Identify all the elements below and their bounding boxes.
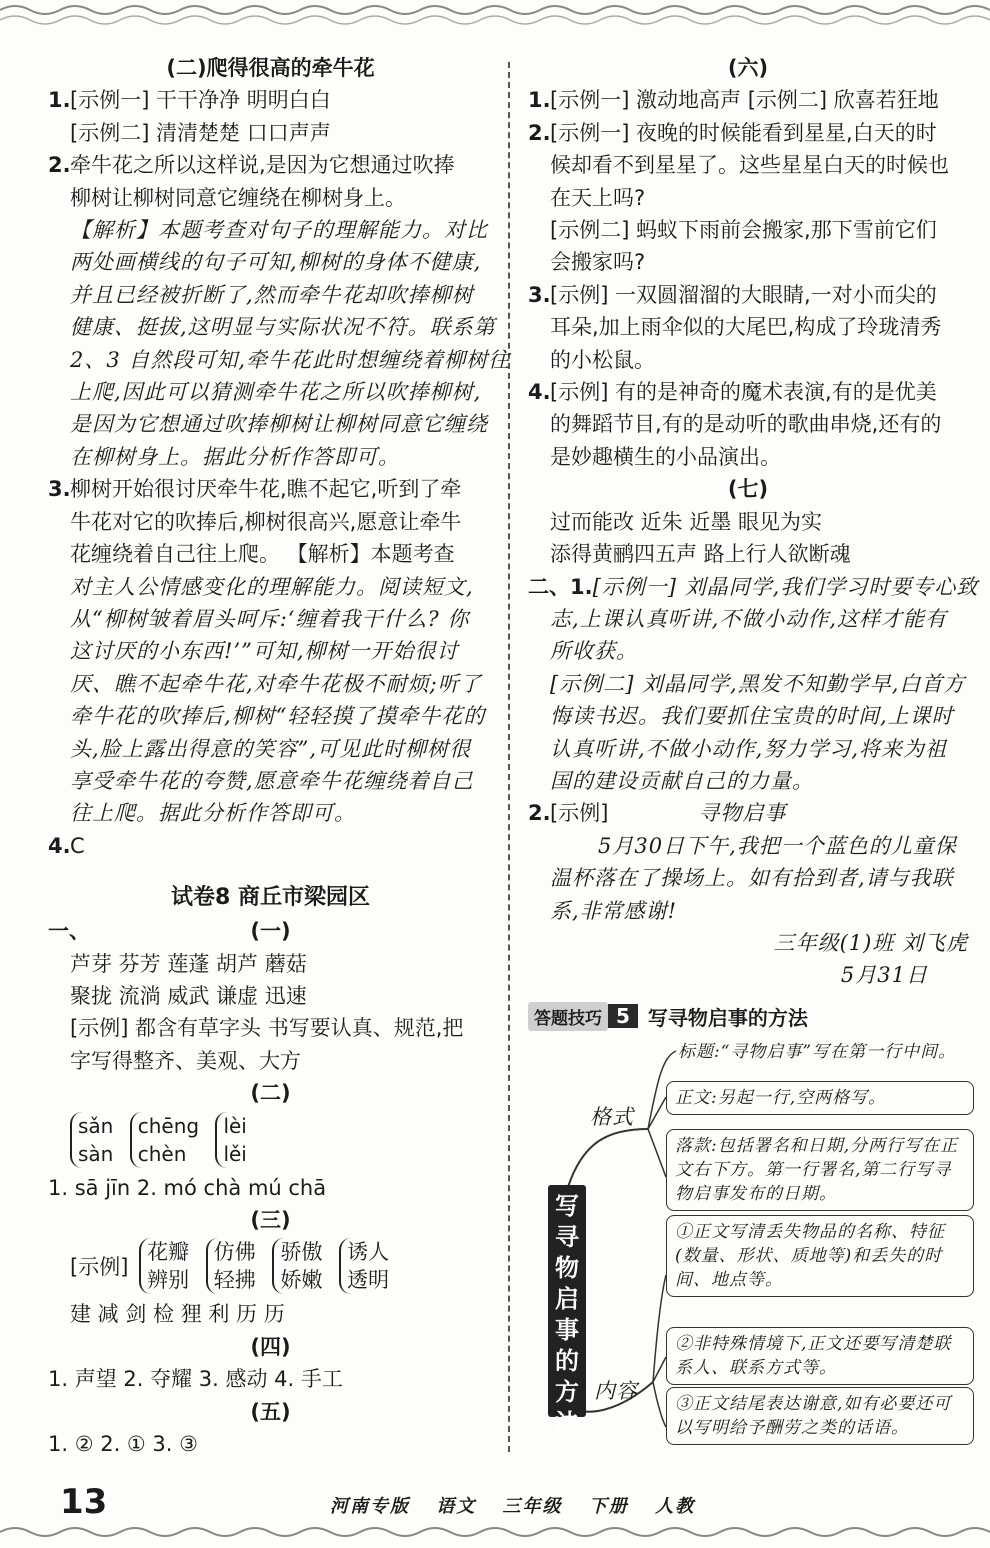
left-column <box>48 52 511 1460</box>
analysis-text: 上爬,因此可以猜测牵牛花之所以吹捧柳树, <box>70 380 482 405</box>
answer-text: [示例一] 夜晚的时候能看到星星,白天的时 <box>550 120 937 145</box>
answer-text: 建 减 剑 检 狸 利 历 历 <box>70 1302 285 1327</box>
word-brace: 诱人 透明 <box>339 1238 389 1294</box>
sub-title: (三) <box>250 1208 291 1232</box>
analysis-text: 两处画横线的句子可知,柳树的身体不健康, <box>70 250 482 275</box>
answer-text: [示例一] 刘晶同学,我们学习时要专心致 <box>592 574 979 599</box>
notice-signature: 三年级(1)班 刘飞虎 <box>773 930 968 955</box>
content-label: 内容 <box>594 1378 638 1403</box>
format-label: 格式 <box>590 1104 634 1129</box>
notice-date: 5月31日 <box>840 963 928 988</box>
answer-text: 字写得整齐、美观、大方 <box>70 1048 301 1073</box>
analysis-text: 健康、挺拔,这明显与实际状况不符。联系第 <box>70 315 496 340</box>
analysis-text: 在柳树身上。据此分析作答即可。 <box>70 444 400 469</box>
q-number: 3. <box>528 282 551 307</box>
notice-title: 寻物启事 <box>698 801 787 826</box>
word-pairs: [示例] 花瓣 辨别 仿佛 轻拂 骄傲 娇嫩 诱人 透明 <box>70 1240 390 1293</box>
footer-text: 河南专版 语文 三年级 下册 人教 <box>330 1496 696 1517</box>
answer-text: 悔读书迟。我们要抓住宝贵的时间,上课时 <box>550 704 954 729</box>
content-note-box: ①正文写清丢失物品的名称、特征(数量、形状、质地等)和丢失的时间、地点等。 <box>666 1215 974 1297</box>
sub-title: (一) <box>250 919 291 944</box>
tip-number: 5 <box>608 1004 638 1028</box>
page-number: 13 <box>60 1482 108 1522</box>
pinyin-brace: lèi lěi <box>215 1112 246 1168</box>
sub-title: (六) <box>727 56 769 80</box>
answer-text: 牵牛花之所以这样说,是因为它想通过吹捧 <box>70 153 455 178</box>
answer-text: [示例] 有的是神奇的魔术表演,有的是优美 <box>550 380 937 405</box>
analysis-text: 享受牵牛花的夸赞,愿意牵牛花缠绕着自己 <box>70 768 474 793</box>
notice-body: 温杯落在了操场上。如有拾到者,请与我联 <box>550 866 954 891</box>
q-number: 2. <box>528 120 551 145</box>
answer-text: [示例一] 干干净净 明明白白 <box>70 88 331 113</box>
answer-text: 会搬家吗? <box>550 250 646 275</box>
content-note-box: ③正文结尾表达谢意,如有必要还可以写明给予酬劳之类的话语。 <box>666 1387 974 1445</box>
answer-text: 芦芽 芬芳 莲蓬 胡芦 蘑菇 <box>70 951 307 976</box>
notice-body: 5月30日下午,我把一个蓝色的儿童保 <box>598 833 957 858</box>
pinyin-brace: chēng chèn <box>130 1112 199 1168</box>
answer-text: 认真听讲,不做小动作,努力学习,将来为祖 <box>550 736 948 761</box>
answer-text: [示例] 都含有草字头 书写要认真、规范,把 <box>70 1016 464 1041</box>
answer-text: 耳朵,加上雨伞似的大尾巴,构成了玲珑清秀 <box>550 315 942 340</box>
answer-text: 柳树开始很讨厌牵牛花,瞧不起它,听到了牵 <box>70 477 462 502</box>
part-label: 一、 <box>48 919 90 944</box>
answer-text: [示例二] 蚂蚁下雨前会搬家,那下雪前它们 <box>550 218 937 243</box>
sign-note-box: 落款:包括署名和日期,分两行写在正文右下方。第一行署名,第二行写寻物启事发布的日期。 <box>666 1129 974 1211</box>
answer-text: [示例二] 清清楚楚 口口声声 <box>70 120 331 145</box>
q-number: 1. <box>48 88 71 113</box>
analysis-text: 并且已经被折断了,然而牵牛花却吹捧柳树 <box>70 282 474 307</box>
q-number: 1. <box>528 88 551 113</box>
answer-text: 1. 声望 2. 夺耀 3. 感动 4. 手工 <box>48 1367 343 1392</box>
section-title: (二)爬得很高的牵牛花 <box>166 56 375 80</box>
content-note-box: ②非特殊情境下,正文还要写清楚联系人、联系方式等。 <box>666 1327 974 1385</box>
q-number: 4. <box>528 380 551 405</box>
answer-text: [示例一] 激动地高声 [示例二] 欣喜若狂地 <box>550 88 939 113</box>
q-number: 2. <box>528 801 551 826</box>
answer-text: 的舞蹈节目,有的是动听的歌曲串烧,还有的 <box>550 412 942 437</box>
analysis-text: 是因为它想通过吹捧柳树让柳树同意它缠绕 <box>70 412 488 437</box>
analysis-text: 从“柳树皱着眉头呵斥:‘缠着我干什么? 你 <box>70 606 470 631</box>
answer-text: 1. sā jīn 2. mó chà mú chā <box>48 1175 327 1200</box>
word-brace: 骄傲 娇嫩 <box>272 1238 322 1294</box>
bottom-wave-border <box>0 1518 990 1548</box>
q-number: 4. <box>48 833 71 858</box>
body-note-box: 正文:另起一行,空两格写。 <box>666 1081 974 1115</box>
answer-text: 1. ② 2. ① 3. ③ <box>48 1432 198 1457</box>
answer-text: 聚拢 流淌 威武 谦虚 迅速 <box>70 983 307 1008</box>
mind-map <box>528 1037 968 1447</box>
answer-text: 花缠绕着自己往上爬。 【解析】本题考查 <box>70 542 455 567</box>
column-divider <box>508 62 510 1452</box>
analysis-text: 牵牛花的吹捧后,柳树“轻轻摸了摸牵牛花的 <box>70 704 486 729</box>
answer-text: 牛花对它的吹捧后,柳树很高兴,愿意让牵牛 <box>70 509 462 534</box>
tip-badge: 答题技巧 <box>528 1002 608 1031</box>
sub-title: (七) <box>727 477 769 502</box>
pinyin-brace: sǎn sàn <box>70 1112 113 1168</box>
analysis-text: 这讨厌的小东西!’”可知,柳树一开始很讨 <box>70 639 459 664</box>
q-number: 2. <box>48 153 71 178</box>
answer-text: 国的建设贡献自己的力量。 <box>550 768 814 793</box>
answer-text: 柳树让柳树同意它缠绕在柳树身上。 <box>70 185 406 210</box>
analysis-text: 【解析】本题考查对句子的理解能力。对比 <box>70 218 488 243</box>
title-note: 标题:“寻物启事”写在第一行中间。 <box>678 1041 957 1062</box>
analysis-text: 往上爬。据此分析作答即可。 <box>70 801 356 826</box>
analysis-text: 厌、瞧不起牵牛花,对牵牛花极不耐烦;听了 <box>70 671 482 696</box>
answer-text: 所收获。 <box>550 639 638 664</box>
answer-text: 候却看不到星星了。这些星星白天的时候也 <box>550 153 949 178</box>
answer-text: 添得黄鹂四五声 路上行人欲断魂 <box>550 542 851 567</box>
example-label: [示例] <box>550 801 609 826</box>
notice-body: 系,非常感谢! <box>550 898 678 923</box>
paper-title: 试卷8 商丘市梁园区 <box>171 885 370 911</box>
analysis-text: 2、3 自然段可知,牵牛花此时想缠绕着柳树往 <box>70 347 511 372</box>
right-column <box>528 52 979 1447</box>
part-label: 二、1. <box>528 574 593 599</box>
answer-text: 在天上吗? <box>550 185 646 210</box>
mind-map-center: 写寻物启事的方法 <box>548 1185 586 1417</box>
sub-title: (五) <box>250 1399 291 1424</box>
answer-text: 过而能改 近朱 近墨 眼见为实 <box>550 509 823 534</box>
answer-text: 的小松鼠。 <box>550 347 655 372</box>
analysis-text: 对主人公情感变化的理解能力。阅读短文, <box>70 574 474 599</box>
answer-text: [示例] 一双圆溜溜的大眼睛,一对小而尖的 <box>550 282 937 307</box>
answer-text: C <box>70 833 85 858</box>
analysis-text: 头,脸上露出得意的笑容”,可见此时柳树很 <box>70 736 472 761</box>
pinyin-group <box>48 1112 493 1168</box>
top-wave-border <box>0 0 990 30</box>
word-brace: 仿佛 轻拂 <box>206 1238 256 1294</box>
answer-text: 志,上课认真听讲,不做小动作,这样才能有 <box>550 606 948 631</box>
answer-text: [示例二] 刘晶同学,黑发不知勤学早,白首方 <box>550 671 966 696</box>
sub-title: (二) <box>250 1081 291 1106</box>
sub-title: (四) <box>250 1334 291 1359</box>
answer-text: 是妙趣横生的小品演出。 <box>550 444 781 469</box>
q-number: 3. <box>48 477 71 502</box>
tip-header <box>528 1002 968 1031</box>
word-brace: 花瓣 辨别 <box>139 1238 189 1294</box>
tip-title: 写寻物启事的方法 <box>647 1005 808 1030</box>
